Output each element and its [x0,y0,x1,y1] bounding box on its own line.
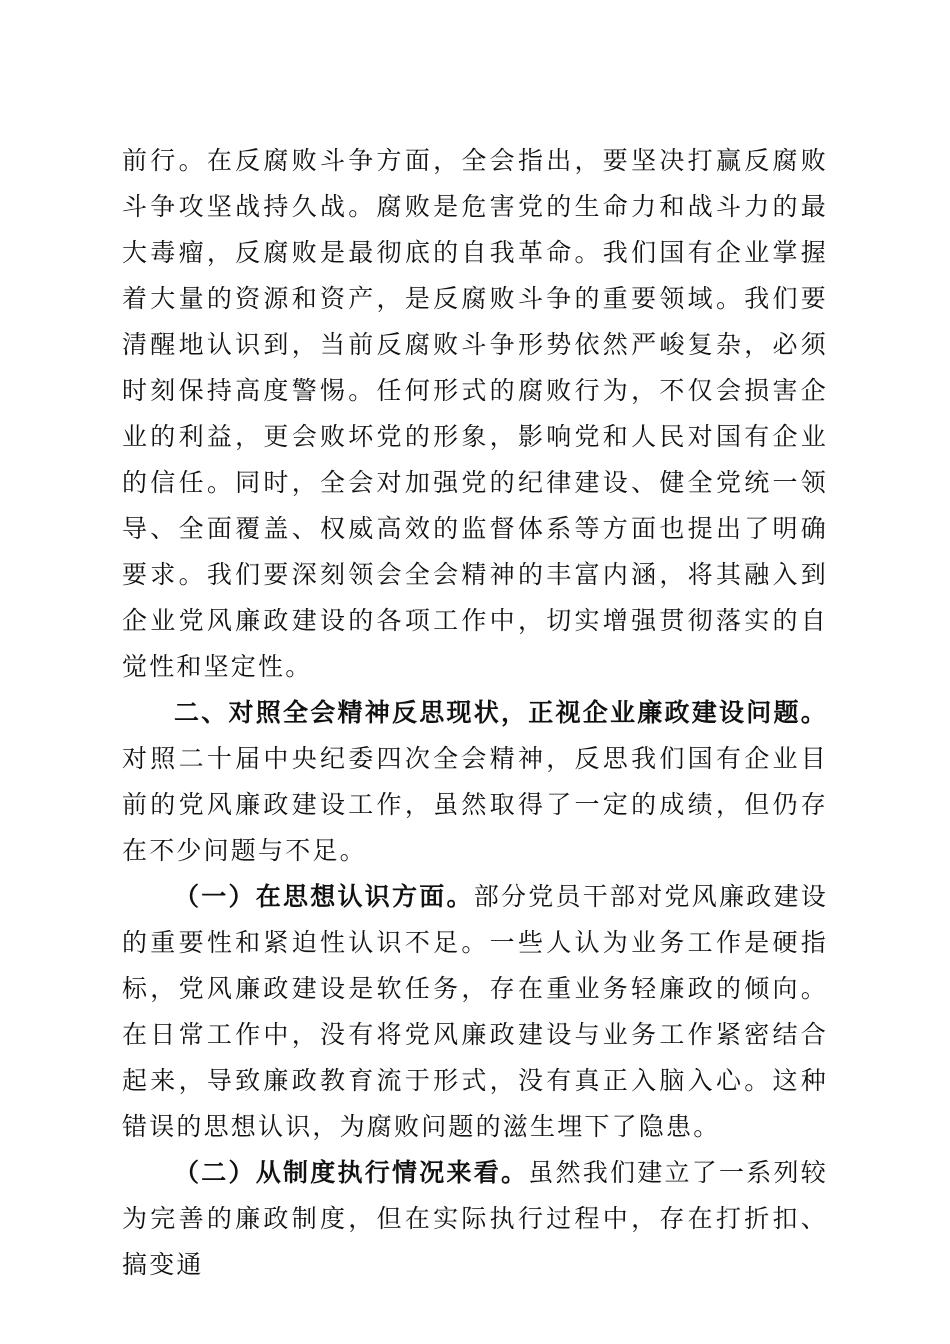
paragraph-text: 前行。在反腐败斗争方面，全会指出，要坚决打赢反腐败斗争攻坚战持久战。腐败是危害党的生命力和战斗力的最大毒瘤，反腐败是最彻底的自我革命。我们国有企业掌握着大量的资源和资产，是反腐败斗争的重要领域。我们要清醒地认识到，当前反腐败斗争形势依然严峻复杂，必须时刻保持高度警惕。任何形式的腐败行为，不仅会损害企业的利益，更会败坏党的形象，影响党和人民对国有企业的信任。同时，全会对加强党的纪律建设、健全党统一领导、全面覆盖、权威高效的监督体系等方面也提出了明确要求。我们要深刻领会全会精神的丰富内涵，将其融入到企业党风廉政建设的各项工作中，切实增强贯彻落实的自觉性和坚定性。 [122,146,828,681]
subsection-one-paragraph [122,874,828,1150]
subsection-two-paragraph [122,1150,828,1288]
section-two-heading: 二、对照全会精神反思现状，正视企业廉政建设问题。 [174,698,828,727]
body-paragraph-continuation [122,138,828,690]
subsection-two-heading: （二）从制度执行情况来看。 [174,1158,529,1187]
section-two-paragraph [122,690,828,874]
subsection-one-heading: （一）在思想认识方面。 [174,882,474,911]
paragraph-text: 部分党员干部对党风廉政建设的重要性和紧迫性认识不足。一些人认为业务工作是硬指标，党风廉政建设是软任务，存在重业务轻廉政的倾向。在日常工作中，没有将党风廉政建设与业务工作紧密结合起来，导致廉政教育流于形式，没有真正入脑入心。这种错误的思想认识，为腐败问题的滋生埋下了隐患。 [122,882,829,1141]
paragraph-text: 虽然我们建立了一系列较为完善的廉政制度，但在实际执行过程中，存在打折扣、搞变通 [122,1158,828,1279]
paragraph-text: 对照二十届中央纪委四次全会精神，反思我们国有企业目前的党风廉政建设工作，虽然取得了一定的成绩，但仍存在不少问题与不足。 [122,744,828,865]
